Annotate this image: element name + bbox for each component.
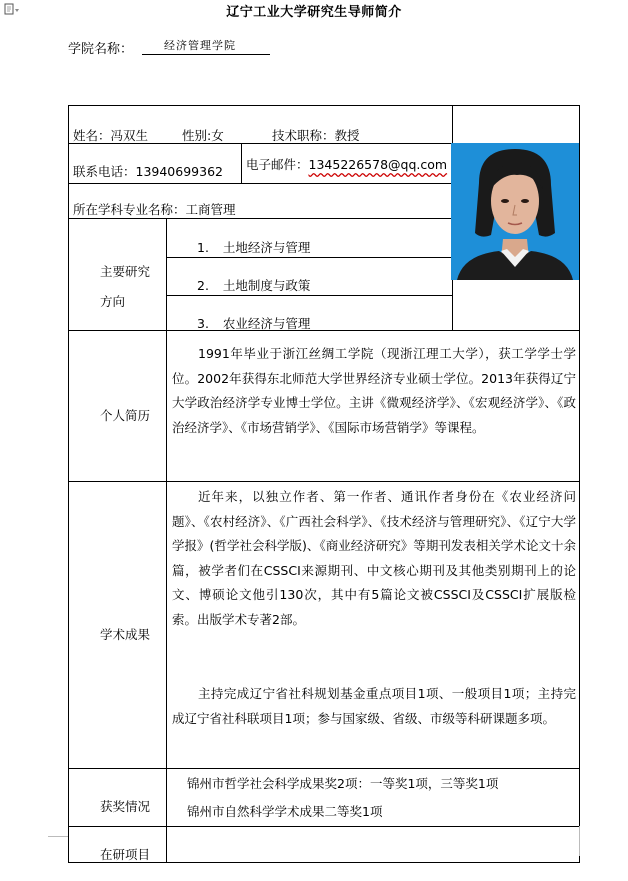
research-item-text: 土地经济与管理 xyxy=(222,240,311,255)
research-item-number: 1. xyxy=(197,240,209,255)
projects-label: 在研项目 xyxy=(100,847,151,862)
page-title: 辽宁工业大学研究生导师简介 xyxy=(226,5,402,20)
college-value: 经济管理学院 xyxy=(142,38,270,55)
achievements-label: 学术成果 xyxy=(100,627,151,642)
email-label: 电子邮件： xyxy=(246,157,309,172)
page-margin-mark xyxy=(569,826,580,856)
research-label-line2: 方向 xyxy=(100,294,126,309)
resume-label: 个人简历 xyxy=(100,408,151,423)
research-item-number: 2. xyxy=(197,278,209,293)
awards-line-1: 锦州市哲学社会科学成果奖2项：一等奖1项，三等奖1项 xyxy=(187,776,499,791)
achievements-para-2: 主持完成辽宁省社科规划基金重点项目1项、一般项目1项；主持完成辽宁省社科联项目1项；参与国家级、省级、市级等科研课题多项。 xyxy=(172,686,576,726)
research-item-number: 3. xyxy=(197,316,209,331)
email-field xyxy=(246,155,447,173)
title-field: 技术职称：教授 xyxy=(272,128,360,143)
research-item-text: 土地制度与政策 xyxy=(222,278,311,293)
research-item-1 xyxy=(197,238,310,256)
gender-field: 性别:女 xyxy=(182,128,224,143)
research-label-line1: 主要研究 xyxy=(100,264,151,279)
resume-text: 1991年毕业于浙江丝绸工学院（现浙江理工大学），获工学学士学位。2002年获得东北师范大学世界经济专业硕士学位。2013年获得辽宁大学政治经济学专业博士学位。主讲《微观经济学》、《宏观经济学》、《政治经济学》、《市场营销学》、《国际市场营销学》等课程。 xyxy=(172,346,576,435)
phone-field: 联系电话：13940699362 xyxy=(73,164,223,179)
name-field: 姓名：冯双生 xyxy=(73,128,149,143)
research-item-3 xyxy=(197,314,310,332)
awards-label: 获奖情况 xyxy=(100,799,151,814)
major-field: 所在学科专业名称：工商管理 xyxy=(73,202,236,217)
college-label: 学院名称： xyxy=(68,42,134,57)
email-value: 1345226578@qq.com xyxy=(308,157,448,172)
research-item-text: 农业经济与管理 xyxy=(222,316,311,331)
awards-line-2: 锦州市自然科学学术成果二等奖1项 xyxy=(187,804,383,819)
achievements-para-1: 近年来，以独立作者、第一作者、通讯作者身份在《农业经济问题》、《农村经济》、《广西社会科学》、《技术经济与管理研究》、《辽宁大学学报》(哲学社会科学版)、《商业经济研究》等期刊发表相关学术论文十余篇，被学者们在CSSCI来源期刊、中文核心期刊及其他类别期刊上的论文、博硕论文他引130次，其中有5篇论文被CSSCI及CSSCI扩展版检索。出版学术专著2部。 xyxy=(172,489,576,627)
profile-photo xyxy=(451,143,579,280)
page-margin-mark xyxy=(48,836,68,837)
research-item-2 xyxy=(197,276,310,294)
